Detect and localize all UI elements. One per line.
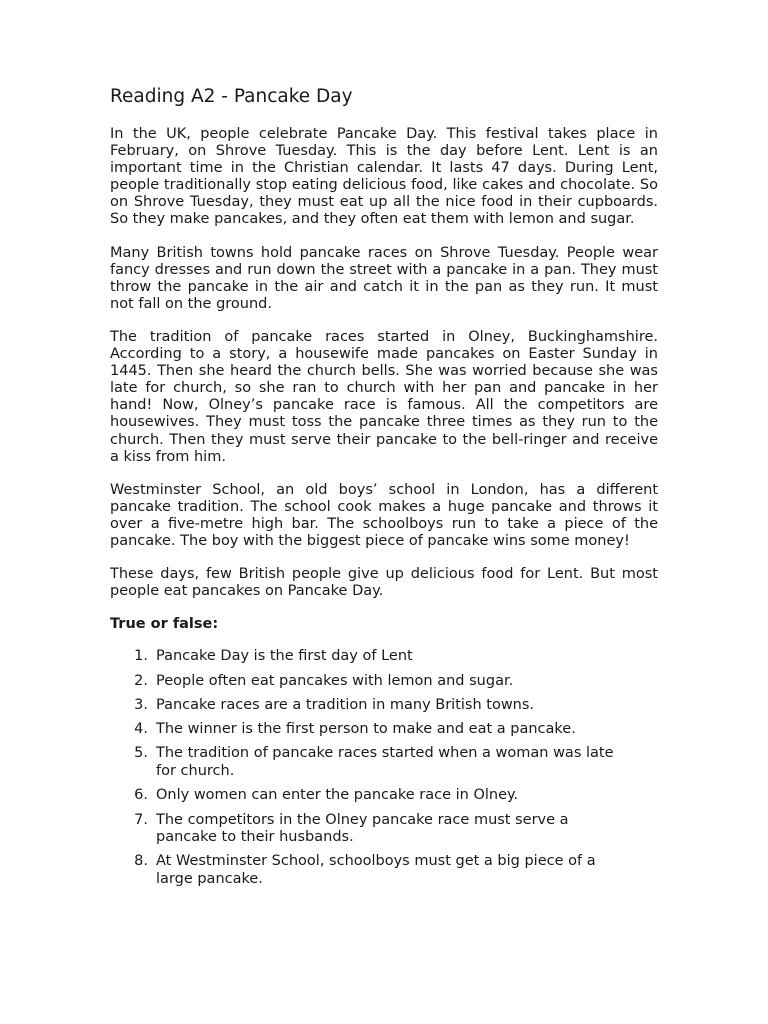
paragraph-olney: The tradition of pancake races started in Olney, Buckinghamshire. According to a story, a housewife made pancakes on Easter Sunday in 1445. Then she heard the church bells. She was worried because she was late for church, so she ran to church with her pan and pancake in her hand! Now, Olney’s pancake race is famous. All the competitors are housewives. They must toss the pancake three times as they run to the church. Then they must serve their pancake to the bell-ringer and receive a kiss from him.: [110, 328, 658, 465]
list-item-number: 4.: [134, 721, 148, 738]
paragraph-westminster: Westminster School, an old boys’ school in London, has a different pancake tradition. The school cook makes a huge pancake and throws it over a five-metre high bar. The schoolboys run to take a piece of the pancake. The boy with the biggest piece of pancake wins some money!: [110, 481, 658, 549]
list-item-text: The competitors in the Olney pancake race must serve a pancake to their husbands.: [156, 811, 569, 846]
list-item-text: People often eat pancakes with lemon and sugar.: [156, 672, 514, 689]
paragraph-conclusion: These days, few British people give up delicious food for Lent. But most people eat pancakes on Pancake Day.: [110, 566, 658, 600]
list-item: [110, 745, 658, 780]
list-item-text: At Westminster School, schoolboys must get a big piece of a large pancake.: [156, 853, 596, 887]
paragraph-intro: In the UK, people celebrate Pancake Day. This festival takes place in February, on Shrove Tuesday. This is the day before Lent. Lent is an important time in the Christian calendar. It lasts 47 days. During Lent, people traditionally stop eating delicious food, like cakes and chocolate. So on Shrove Tuesday, they must eat up all the nice food in their cupboards. So they make pancakes, and they often eat them with lemon and sugar.: [110, 126, 658, 228]
list-item-number: 8.: [134, 853, 148, 870]
document-title: Reading A2 - Pancake Day: [110, 86, 353, 107]
list-item-number: 2.: [134, 672, 148, 689]
list-item: [110, 787, 658, 805]
document-page: [110, 84, 658, 895]
list-item-number: 6.: [134, 787, 148, 804]
list-item-text: Only women can enter the pancake race in Olney.: [156, 787, 519, 804]
quiz-list: [110, 648, 658, 888]
list-item-text: The winner is the first person to make and eat a pancake.: [156, 721, 576, 738]
list-item: [110, 812, 658, 847]
list-item: [110, 697, 658, 715]
list-item: [110, 721, 658, 739]
list-item: [110, 853, 658, 888]
paragraph-races: Many British towns hold pancake races on Shrove Tuesday. People wear fancy dresses and run down the street with a pancake in a pan. They must throw the pancake in the air and catch it in the pan as they run. It must not fall on the ground.: [110, 244, 658, 312]
list-item-text: The tradition of pancake races started when a woman was late for church.: [156, 745, 614, 779]
list-item-text: Pancake Day is the first day of Lent: [156, 648, 413, 665]
list-item: [110, 673, 658, 691]
list-item-number: 1.: [134, 648, 148, 665]
list-item: [110, 648, 658, 666]
list-item-number: 7.: [134, 811, 148, 828]
list-item-text: Pancake races are a tradition in many British towns.: [156, 696, 535, 713]
list-item-number: 3.: [134, 696, 148, 713]
list-item-number: 5.: [134, 745, 148, 762]
quiz-heading: True or false:: [110, 616, 219, 633]
